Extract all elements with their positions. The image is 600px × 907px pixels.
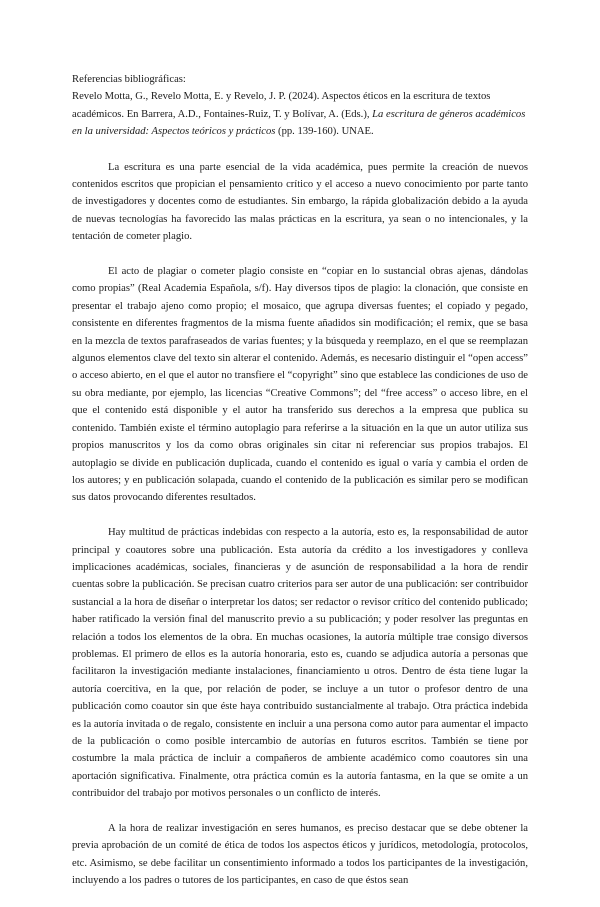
citation-authors-and-chapter: Revelo Motta, G., Revelo Motta, E. y Revelo, J. P. (2024). Aspectos éticos en la escritura de textos académicos. En Barrera, A.D., Fontaines-Ruiz, T. y Bolívar, A. (Eds.),	[72, 91, 491, 120]
citation-book-title: La escritura de géneros académicos en la universidad: Aspectos teóricos y prácticos	[72, 108, 526, 138]
references-block	[72, 71, 528, 141]
paragraph-2: El acto de plagiar o cometer plagio consiste en “copiar en lo sustancial obras ajenas, dándolas como propias” (Real Academia Española, s/f). Hay diversos tipos de plagio: la clonación, que consiste en presentar el trabajo ajeno como propio; el mosaico, que agrupa diversas fuentes; el copiado y pegado, consistente en diferentes fragmentos de la misma fuente añadidos sin modificación; el remix, que se basa en la mezcla de textos parafraseados de varias fuentes; y la búsqueda y reemplazo, en el que se reemplazan algunos elementos clave del texto sin alterar el contenido. Además, es necesario distinguir el “open access” o acceso abierto, en el que el autor no transfiere el “copyright” sino que establece las condiciones de uso de su obra mediante, por ejemplo, las licencias “Creative Commons”; del “free access” o acceso libre, en el que el contenido está disponible y el autor ha transferido sus derechos a la empresa que publica su contenido. También existe el término autoplagio para referirse a la situación en la que un autor utiliza sus propios manuscritos y los da como obras originales sin citar ni referenciar sus propios trabajos. El autoplagio se divide en publicación duplicada, cuando el contenido es igual o varía y cambia el orden de los autores; y en publicación solapada, cuando el contenido de la publicación es similar pero se modifican sus datos provocando diferentes resultados.	[72, 266, 528, 504]
paragraph-3: Hay multitud de prácticas indebidas con respecto a la autoría, esto es, la responsabilidad de autor principal y coautores sobre una publicación. Esta autoría da crédito a los investigadores y conlleva implicaciones académicas, sociales, financieras y de asunción de responsabilidad a la hora de rendir cuentas sobre la publicación. Se precisan cuatro criterios para ser autor de una publicación: ser contribuidor sustancial a la hora de diseñar o interpretar los datos; ser redactor o revisor crítico del contenido publicado; haber ratificado la versión final del manuscrito previo a su publicación; y poder resolver las preguntas en relación a todos los elementos de la obra. En muchas ocasiones, la autoría múltiple trae consigo diversos problemas. El primero de ellos es la autoría honoraria, esto es, cuando se adjudica autoría a personas que facilitaron la investigación mediante instalaciones, financiamiento u otros. Dentro de ésta tiene lugar la autoría coercitiva, en la que, por relación de poder, se incluye a un tutor o profesor dentro de una publicación como coautor sin que éste haya contribuido sustancialmente al trabajo. Otra práctica indebida es la autoría invitada o de regalo, consistente en incluir a una persona como autor para aumentar el impacto de la publicación o como posible intercambio de autorías en futuros escritos. También se tiene por costumbre la mala práctica de incluir a compañeros de ambiente académico como coautores sin una aportación significativa. Finalmente, otra práctica común es la autoría fantasma, en la que se omite a un contribuidor del trabajo por motivos personales o un conflicto de interés.	[72, 527, 528, 800]
references-heading: Referencias bibliográficas:	[72, 74, 186, 85]
paragraph-1: La escritura es una parte esencial de la vida académica, pues permite la creación de nuevos contenidos escritos que propician el pensamiento crítico y el acceso a nuevo conocimiento por parte tanto de investigadores y docentes como de estudiantes. Sin embargo, la rápida globalización debido a la ayuda de nuevas tecnologías ha favorecido las malas prácticas en la escritura, ya sean o no intencionales, y la tentación de cometer plagio.	[72, 161, 528, 243]
reference-citation	[72, 88, 528, 140]
citation-pages-publisher: (pp. 139-160). UNAE.	[275, 126, 374, 138]
paragraph-4: A la hora de realizar investigación en seres humanos, es preciso destacar que se debe obtener la previa aprobación de un comité de ética de todos los aspectos éticos y jurídicos, metodología, protocolos, etc. Asimismo, se debe facilitar un consentimiento informado a todos los participantes de la investigación, incluyendo a los padres o tutores de los participantes, en caso de que éstos sean	[72, 823, 528, 887]
document-page	[72, 71, 528, 907]
